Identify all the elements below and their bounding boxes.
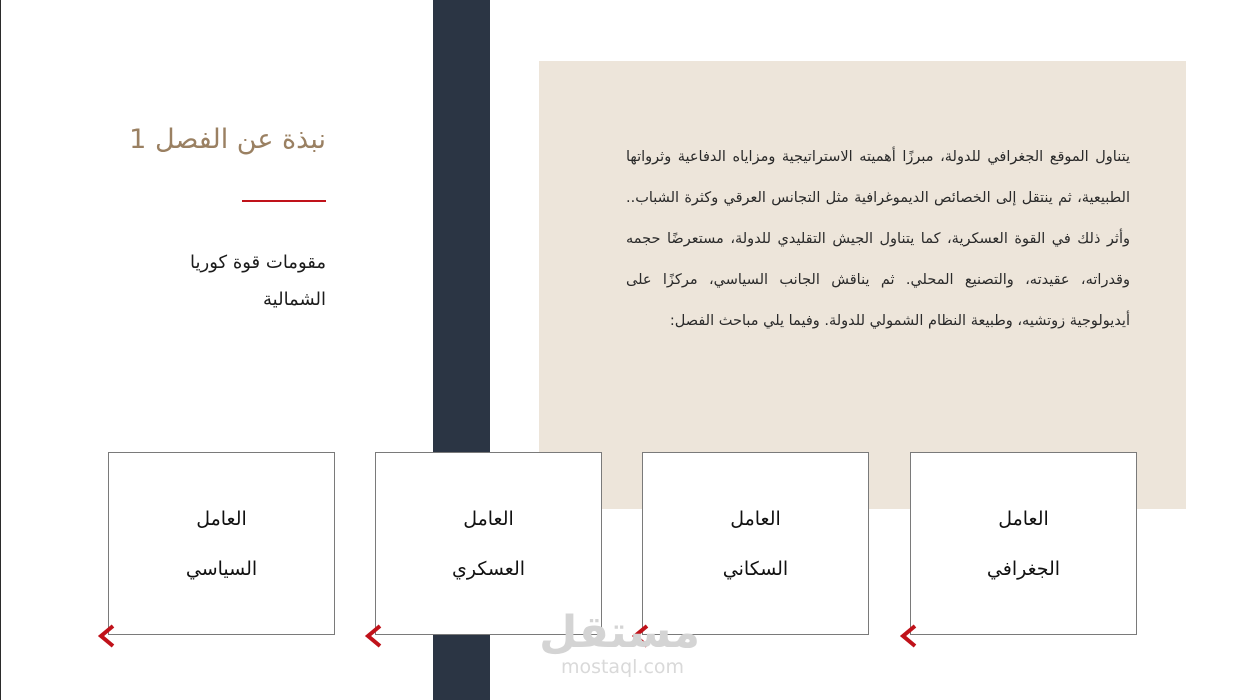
chapter-subtitle	[126, 244, 326, 318]
watermark-logo: مستقل	[539, 607, 700, 658]
title-underline	[242, 200, 326, 202]
factor-card-label: العامل	[998, 507, 1049, 530]
subtitle-line-1: مقومات قوة كوريا	[190, 252, 326, 273]
page-left-border	[0, 0, 1, 700]
factor-card-name: السياسي	[185, 557, 258, 580]
factor-card-label: العامل	[730, 507, 781, 530]
watermark	[539, 607, 700, 678]
factor-card-name: الجغرافي	[986, 557, 1061, 580]
factor-card-label: العامل	[196, 507, 247, 530]
factor-card-political[interactable]	[108, 452, 335, 635]
factor-card-name: السكاني	[722, 557, 789, 580]
factor-card-name: العسكري	[451, 557, 526, 580]
chapter-title: نبذة عن الفصل 1	[129, 124, 326, 155]
factor-card-geographic[interactable]	[910, 452, 1137, 635]
subtitle-line-2: الشمالية	[263, 289, 326, 310]
chevron-left-icon	[897, 624, 919, 648]
watermark-url: mostaql.com	[560, 656, 685, 678]
chevron-left-icon	[362, 624, 384, 648]
factor-card-label: العامل	[463, 507, 514, 530]
chapter-summary-text: يتناول الموقع الجغرافي للدولة، مبرزًا أهميته الاستراتيجية ومزاياه الدفاعية وثرواتها الطبيعية، ثم ينتقل إلى الخصائص الديموغرافية مثل التجانس العرقي وكثرة الشباب.. وأثر ذلك في القوة العسكرية، كما يتناول الجيش التقليدي للدولة، مستعرضًا حجمه وقدراته، عقيدته، والتصنيع المحلي. ثم يناقش الجانب السياسي، مركزًا على أيديولوجية زوتشيه، وطبيعة النظام الشمولي للدولة. وفيما يلي مباحث الفصل:	[626, 149, 1130, 329]
chevron-left-icon	[95, 624, 117, 648]
